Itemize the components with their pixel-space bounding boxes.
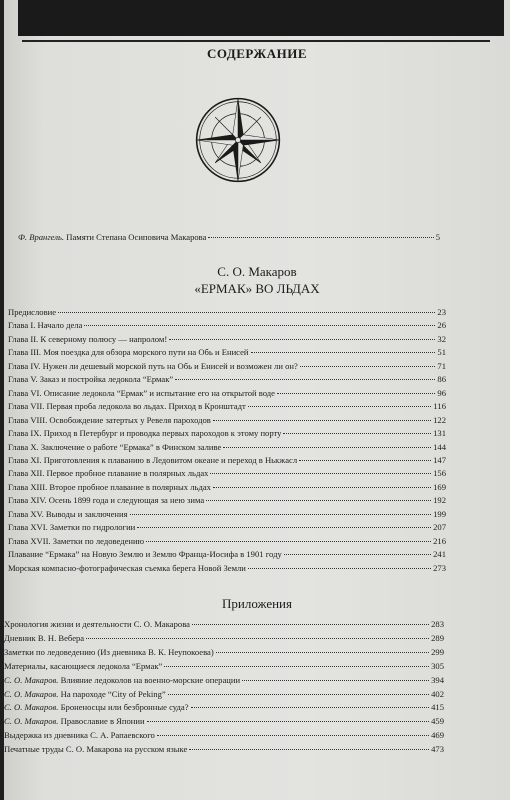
leader-dots bbox=[248, 405, 432, 407]
toc-entry bbox=[8, 374, 446, 384]
entry-page: 273 bbox=[433, 562, 446, 573]
entry-label: Глава XI. Приготовления к плаванию в Ледовитом океане и переход в Нькжасл bbox=[8, 454, 298, 465]
leader-dots bbox=[130, 513, 432, 515]
toc-entry bbox=[8, 495, 446, 505]
toc-entry bbox=[4, 661, 444, 671]
leader-dots bbox=[84, 324, 435, 326]
entry-author: С. О. Макаров. bbox=[4, 716, 59, 727]
book-page bbox=[4, 0, 510, 800]
entry-page: 299 bbox=[431, 646, 444, 657]
entry-label: Глава VI. Описание ледокола “Ермак” и испытание его на открытой воде bbox=[8, 387, 275, 398]
compass-rose-icon bbox=[194, 96, 282, 184]
leader-dots bbox=[223, 446, 431, 448]
section-title: «ЕРМАК» ВО ЛЬДАХ bbox=[194, 281, 320, 296]
entry-page: 71 bbox=[437, 360, 446, 371]
entry-page: 86 bbox=[437, 374, 446, 385]
toc-entry bbox=[8, 388, 446, 398]
entry-page: 96 bbox=[437, 387, 446, 398]
entry-page: 469 bbox=[431, 730, 444, 741]
entry-label: Глава XV. Выводы и заключения bbox=[8, 508, 128, 519]
intro-title: Памяти Степана Осиповича Макарова bbox=[66, 232, 207, 242]
leader-dots bbox=[147, 720, 430, 722]
entry-label: Глава IX. Приход в Петербург и проводка первых пароходов к этому порту bbox=[8, 428, 282, 439]
leader-dots bbox=[137, 526, 431, 528]
entry-page: 26 bbox=[437, 320, 446, 331]
leader-dots bbox=[216, 651, 429, 653]
entry-page: 169 bbox=[433, 481, 446, 492]
entry-label: Предисловие bbox=[8, 307, 57, 317]
intro-page: 5 bbox=[435, 232, 440, 242]
entry-page: 394 bbox=[431, 674, 444, 685]
entry-page: 402 bbox=[431, 688, 444, 699]
entry-label: Глава XVI. Заметки по гидрологии bbox=[8, 522, 136, 533]
entry-label: Глава V. Заказ и постройка ледокола “Ермак” bbox=[8, 374, 174, 385]
section-author: С. О. Макаров bbox=[217, 264, 297, 279]
entry-label: Глава XII. Первое пробное плавание в полярных льдах bbox=[8, 468, 209, 479]
toc-entry bbox=[8, 563, 446, 573]
leader-dots bbox=[284, 553, 431, 555]
toc-entry bbox=[4, 744, 444, 754]
leader-dots bbox=[213, 486, 431, 488]
leader-dots bbox=[242, 679, 429, 681]
entry-page: 192 bbox=[433, 495, 446, 506]
leader-dots bbox=[191, 706, 430, 708]
leader-dots bbox=[213, 419, 431, 421]
entry-label: Броненосцы или безбронные суда? bbox=[60, 702, 189, 713]
entry-page: 459 bbox=[431, 716, 444, 727]
entry-author: С. О. Макаров. bbox=[4, 702, 59, 713]
entry-label: Хронология жизни и деятельности С. О. Макарова bbox=[4, 619, 190, 629]
header-rule bbox=[22, 40, 490, 42]
entry-page: 51 bbox=[437, 347, 446, 358]
leader-dots bbox=[146, 540, 431, 542]
entry-page: 23 bbox=[437, 307, 446, 317]
entry-page: 241 bbox=[433, 549, 446, 560]
entry-label: Глава III. Моя поездка для обзора морского пути на Обь и Енисей bbox=[8, 347, 249, 358]
toc-entry bbox=[8, 468, 446, 478]
entry-label: Морская компасно-фотографическая съемка берега Новой Земли bbox=[8, 562, 246, 573]
toc-entry bbox=[8, 307, 446, 317]
toc-entry bbox=[4, 619, 444, 629]
toc-entry bbox=[8, 522, 446, 532]
leader-dots bbox=[175, 378, 435, 380]
toc-entry bbox=[8, 347, 446, 357]
entry-label: Глава X. Заключение о работе “Ермака” в Финском заливе bbox=[8, 441, 222, 452]
leader-dots bbox=[192, 623, 429, 625]
entry-page: 415 bbox=[431, 702, 444, 713]
entry-label: Глава XVII. Заметки по ледоведению bbox=[8, 535, 145, 546]
leader-dots bbox=[277, 392, 435, 394]
leader-dots bbox=[169, 338, 435, 340]
entry-label: Выдержка из дневника С. А. Рапаевского bbox=[4, 730, 155, 741]
entry-page: 199 bbox=[433, 508, 446, 519]
entry-label: Православие в Японии bbox=[60, 716, 145, 727]
entry-label: Влияние ледоколов на военно-морские операции bbox=[60, 674, 241, 685]
toc-entry bbox=[8, 361, 446, 371]
entry-page: 473 bbox=[431, 744, 444, 755]
entry-page: 207 bbox=[433, 522, 446, 533]
toc-entry bbox=[8, 401, 446, 411]
toc-entry bbox=[4, 675, 444, 685]
entry-page: 283 bbox=[431, 619, 444, 629]
appendix-title: Приложения bbox=[222, 596, 292, 611]
toc-entry bbox=[8, 536, 446, 546]
entry-label: Глава XIV. Осень 1899 года и следующая за нею зима bbox=[8, 495, 205, 506]
entry-page: 156 bbox=[433, 468, 446, 479]
toc-entry bbox=[8, 455, 446, 465]
entry-label: Материалы, касающиеся ледокола “Ермак” bbox=[4, 660, 163, 671]
entry-page: 305 bbox=[431, 660, 444, 671]
toc-entry bbox=[4, 702, 444, 712]
leader-dots bbox=[86, 637, 429, 639]
entry-page: 122 bbox=[433, 414, 446, 425]
toc-entry bbox=[8, 509, 446, 519]
entry-label: Плавание “Ермака” на Новую Землю и Землю Франца-Иосифа в 1901 году bbox=[8, 549, 282, 560]
entry-label: Дневник В. Н. Вебера bbox=[4, 632, 85, 643]
entry-page: 116 bbox=[433, 401, 446, 412]
entry-label: Глава VIII. Освобождение затертых у Ревеля пароходов bbox=[8, 414, 211, 425]
entry-label: Печатные труды С. О. Макарова на русском языке bbox=[4, 744, 188, 755]
entry-page: 131 bbox=[433, 428, 446, 439]
entry-page: 32 bbox=[437, 333, 446, 344]
entry-page: 216 bbox=[433, 535, 446, 546]
leader-dots bbox=[189, 748, 429, 750]
top-shadow bbox=[18, 0, 504, 36]
leader-dots bbox=[206, 499, 431, 501]
entry-label: Глава II. К северному полюсу — напролом! bbox=[8, 333, 168, 344]
leader-dots bbox=[157, 734, 429, 736]
leader-dots bbox=[283, 432, 431, 434]
toc-entry-intro bbox=[18, 232, 440, 242]
leader-dots bbox=[208, 236, 433, 238]
leader-dots bbox=[58, 311, 435, 313]
entry-page: 147 bbox=[433, 454, 446, 465]
toc-entry bbox=[8, 442, 446, 452]
page-title: СОДЕРЖАНИЕ bbox=[206, 46, 308, 61]
toc-entry bbox=[8, 482, 446, 492]
entry-author: С. О. Макаров. bbox=[4, 688, 59, 699]
toc-entry bbox=[8, 334, 446, 344]
toc-entry bbox=[4, 716, 444, 726]
toc-entry bbox=[8, 415, 446, 425]
entry-label: Заметки по ледоведению (Из дневника В. К. Неупокоева) bbox=[4, 646, 214, 657]
toc-entry bbox=[8, 428, 446, 438]
leader-dots bbox=[248, 567, 431, 569]
toc-entry bbox=[4, 689, 444, 699]
entry-author: С. О. Макаров. bbox=[4, 674, 59, 685]
entry-label: Глава XIII. Второе пробное плавание в полярных льдах bbox=[8, 481, 211, 492]
entry-page: 289 bbox=[431, 632, 444, 643]
toc-entry bbox=[4, 730, 444, 740]
toc-entry bbox=[8, 549, 446, 559]
entry-label: На пароходе “City of Peking” bbox=[60, 688, 166, 699]
entry-label: Глава VII. Первая проба ледокола во льдах. Приход в Кронштадт bbox=[8, 401, 246, 412]
leader-dots bbox=[251, 351, 436, 353]
toc-entry bbox=[4, 633, 444, 643]
leader-dots bbox=[168, 693, 429, 695]
entry-label: Глава I. Начало дела bbox=[8, 320, 83, 331]
leader-dots bbox=[210, 472, 431, 474]
intro-author: Ф. Врангель. bbox=[18, 232, 65, 242]
leader-dots bbox=[299, 459, 431, 461]
entry-page: 144 bbox=[433, 441, 446, 452]
toc-entry bbox=[4, 647, 444, 657]
entry-label: Глава IV. Нужен ли дешевый морской путь на Обь и Енисей и возможен ли он? bbox=[8, 360, 298, 371]
leader-dots bbox=[300, 365, 436, 367]
leader-dots bbox=[164, 665, 429, 667]
toc-entry bbox=[8, 320, 446, 330]
